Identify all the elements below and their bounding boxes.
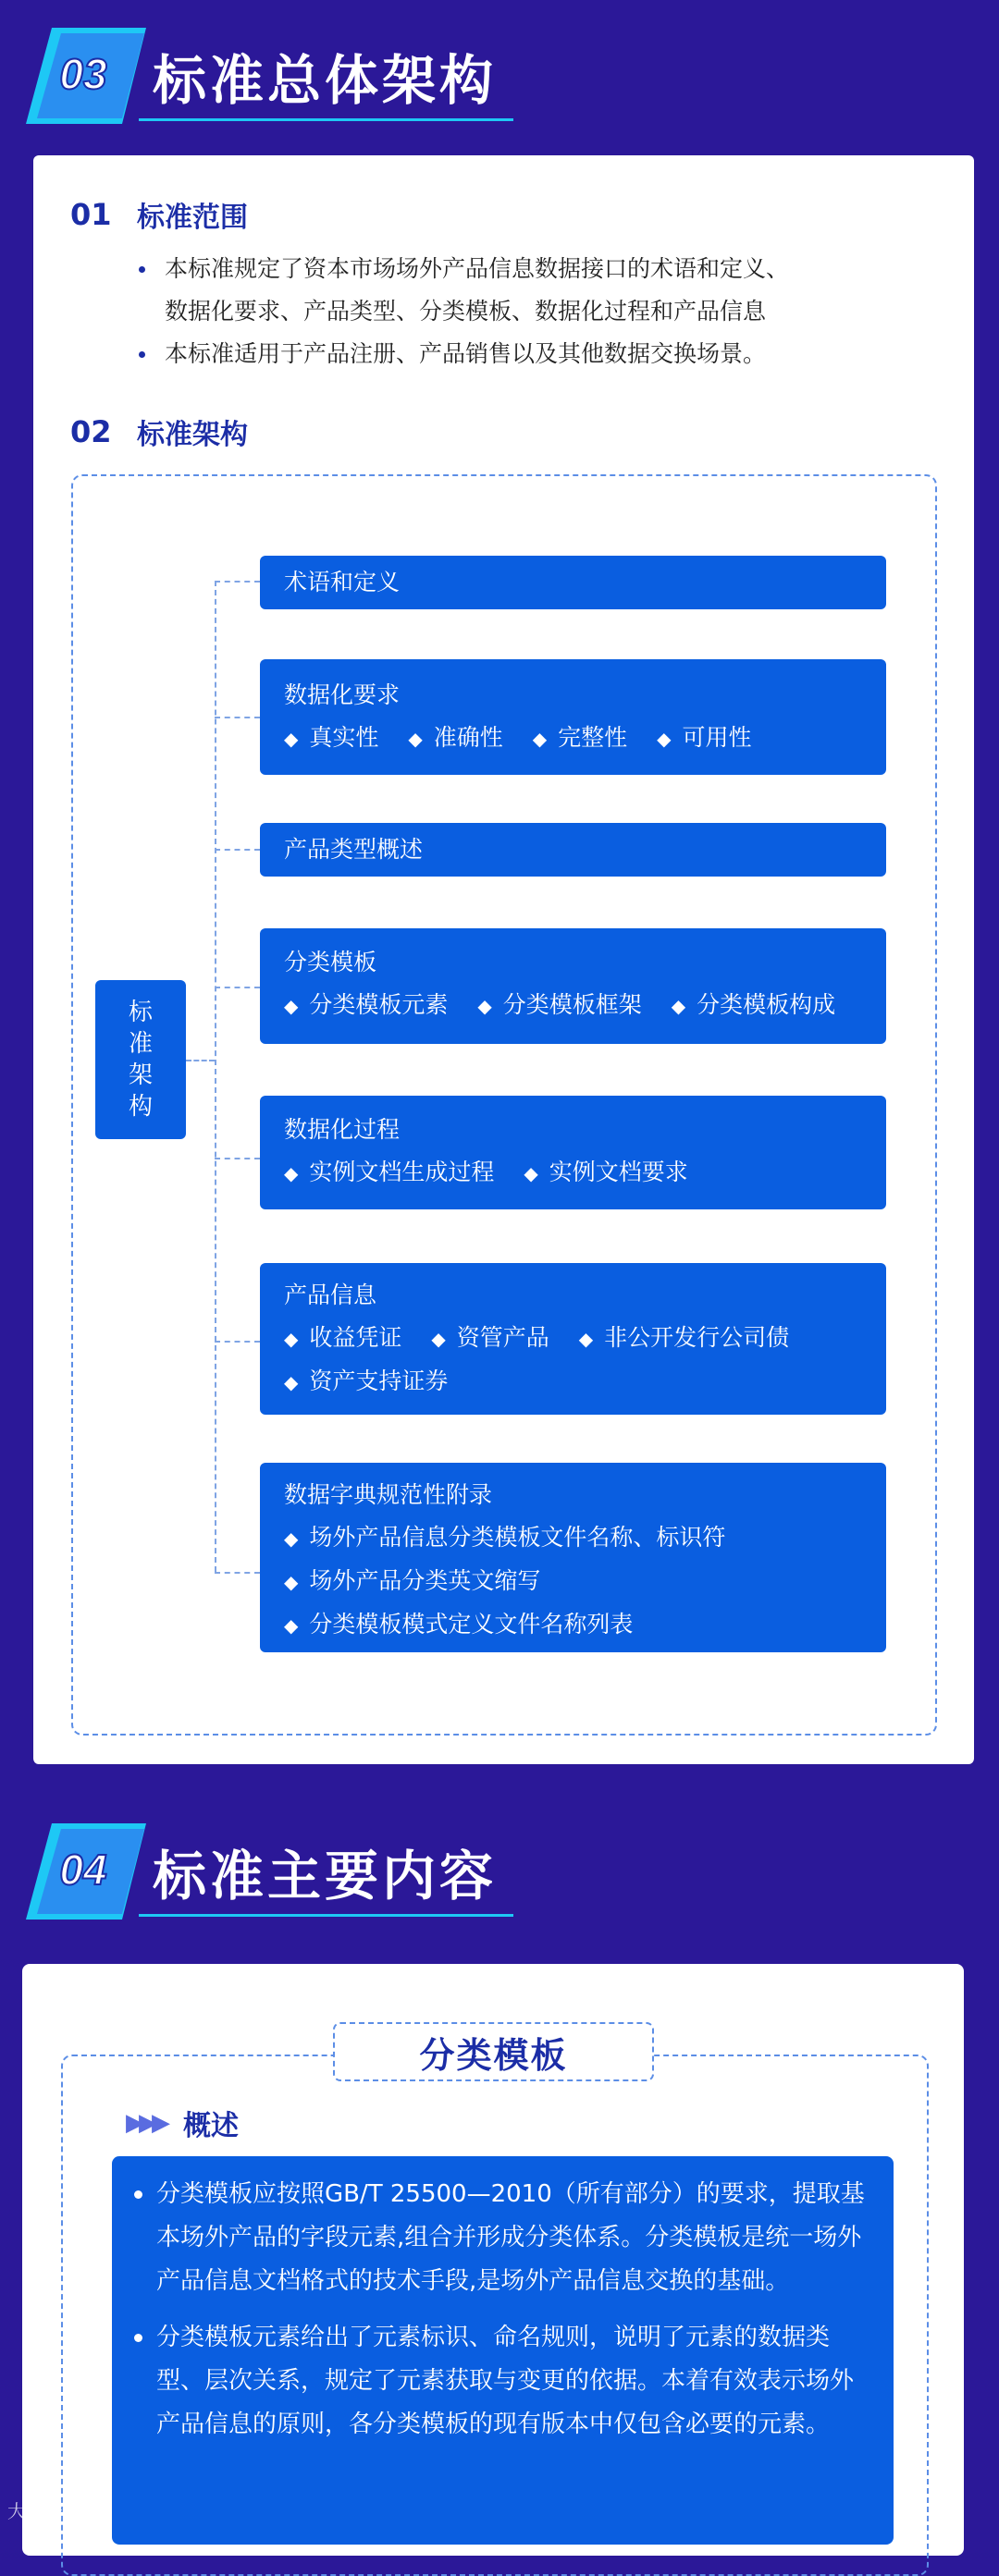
title-underline <box>139 1914 513 1917</box>
branch-connector <box>215 1572 260 1574</box>
scope-heading <box>70 194 248 235</box>
node-item: ◆ 分类模板构成 <box>672 991 835 1018</box>
node-data-requirements <box>260 659 886 775</box>
node-item-row <box>284 1516 862 1560</box>
triple-chevron-icon: ▶▶▶ <box>126 2109 165 2137</box>
branch-connector <box>215 987 260 988</box>
watermark <box>7 2496 81 2523</box>
node-item-row <box>284 1317 862 1360</box>
node-item: ◆ 真实性 <box>284 724 378 751</box>
title-underline <box>139 118 513 121</box>
scope-list <box>139 248 789 375</box>
section-title: 标准总体架构 <box>153 49 498 112</box>
scope-bullet: 本标准适用于产品注册、产品销售以及其他数据交换场景。 <box>139 333 789 375</box>
overview-list <box>134 2173 874 2459</box>
node-classification-template <box>260 928 886 1044</box>
node-title: 分类模板 <box>284 949 377 975</box>
arch-number: 02 <box>70 414 112 449</box>
branch-connector <box>215 581 260 583</box>
node-item: ◆ 场外产品信息分类模板文件名称、标识符 <box>284 1524 725 1551</box>
node-item: ◆ 收益凭证 <box>284 1324 401 1351</box>
node-title: 数据化过程 <box>284 1116 401 1143</box>
overview-paragraph: 分类模板应按照GB/T 25500—2010（所有部分）的要求，提取基本场外产品的字段元素,组合并形成分类体系。分类模板是统一场外产品信息文档格式的技术手段,是场外产品信息交换的基础。 <box>134 2173 874 2303</box>
node-item: ◆ 分类模板元素 <box>284 991 448 1018</box>
node-item: ◆ 非公开发行公司债 <box>579 1324 789 1351</box>
section-title: 标准主要内容 <box>153 1845 498 1907</box>
scope-title: 标准范围 <box>137 202 248 234</box>
scope-number: 01 <box>70 197 112 232</box>
node-item: ◆ 分类模板模式定义文件名称列表 <box>284 1611 633 1638</box>
scope-bullet: 本标准规定了资本市场场外产品信息数据接口的术语和定义、 数据化要求、产品类型、分类模板、数据化过程和产品信息 <box>139 248 789 333</box>
section-header-03 <box>0 28 999 157</box>
node-item: ◆ 场外产品分类英文缩写 <box>284 1567 540 1594</box>
node-item: ◆ 分类模板框架 <box>477 991 641 1018</box>
root-connector <box>186 1060 215 1061</box>
node-title: 产品信息 <box>284 1282 377 1308</box>
node-item-row <box>284 1603 862 1647</box>
branch-connector <box>215 1341 260 1343</box>
node-item: ◆ 实例文档要求 <box>524 1159 687 1185</box>
section-number: 04 <box>59 1846 107 1894</box>
tree-trunk <box>215 581 216 1572</box>
arch-title: 标准架构 <box>137 419 248 451</box>
content-tag-label: 分类模板 <box>419 2034 568 2076</box>
overview-paragraph: 分类模板元素给出了元素标识、命名规则，说明了元素的数据类型、层次关系，规定了元素获取与变更的依据。本着有效表示场外产品信息的原则，各分类模板的现有版本中仅包含必要的元素。 <box>134 2316 874 2447</box>
node-item: ◆ 实例文档生成过程 <box>284 1159 494 1185</box>
node-item-row <box>284 1151 862 1195</box>
overview-heading <box>126 2103 239 2143</box>
node-title: 数据化要求 <box>284 681 401 708</box>
node-title: 术语和定义 <box>284 569 401 595</box>
node-item: ◆ 完整性 <box>533 724 627 751</box>
branch-connector <box>215 717 260 718</box>
architecture-root-label: 标准架构 <box>128 999 153 1121</box>
content-tag <box>333 2022 654 2081</box>
node-product-info <box>260 1263 886 1415</box>
branch-connector <box>215 849 260 851</box>
watermark-text: 大数据局 <box>7 2500 81 2522</box>
arch-heading <box>70 411 248 452</box>
section-header-04 <box>0 1823 999 1953</box>
node-terms <box>260 556 886 609</box>
node-item: ◆ 可用性 <box>657 724 751 751</box>
node-item: ◆ 准确性 <box>408 724 502 751</box>
node-item-row <box>284 717 862 760</box>
architecture-root <box>95 980 186 1139</box>
node-item: ◆ 资产支持证券 <box>284 1368 448 1394</box>
node-item-row <box>284 984 862 1027</box>
node-product-types <box>260 823 886 877</box>
node-dictionary-appendix <box>260 1463 886 1652</box>
overview-title: 概述 <box>183 2110 239 2142</box>
node-item-row <box>284 1560 862 1603</box>
section-number: 03 <box>59 50 107 98</box>
branch-connector <box>215 1158 260 1159</box>
section-number-badge-icon <box>26 1823 146 1920</box>
node-item: ◆ 资管产品 <box>431 1324 549 1351</box>
section-number-badge-icon <box>26 28 146 124</box>
node-title: 产品类型概述 <box>284 836 424 863</box>
node-data-process <box>260 1096 886 1209</box>
node-item-row <box>284 1360 862 1404</box>
node-title: 数据字典规范性附录 <box>284 1481 493 1508</box>
